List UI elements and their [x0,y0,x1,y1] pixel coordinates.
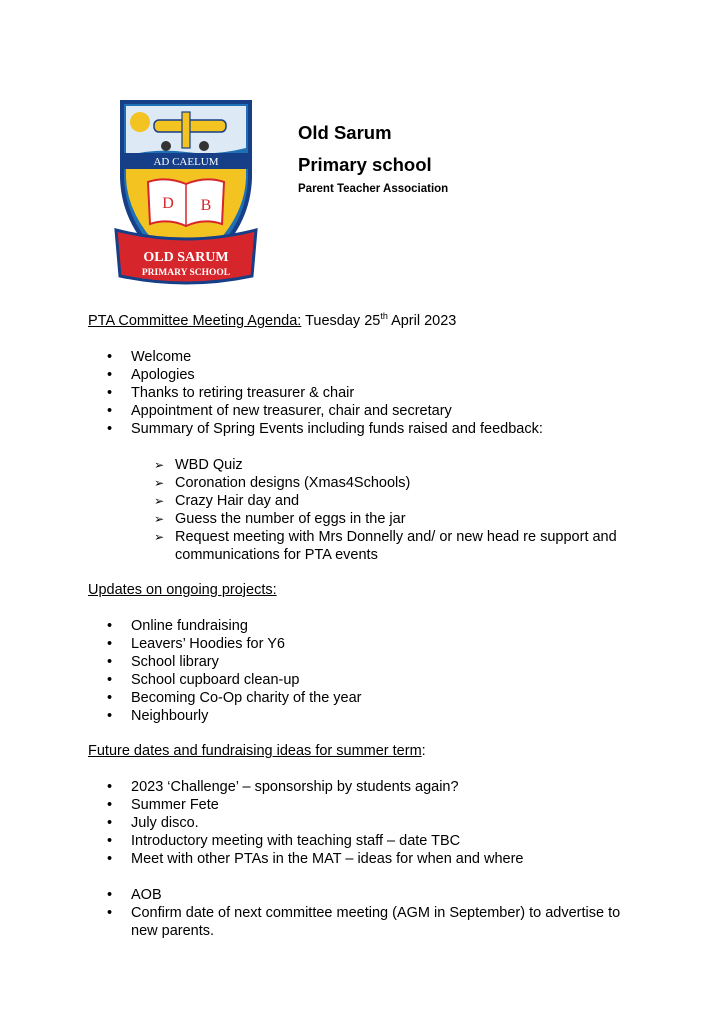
list-item: • Welcome [88,348,648,366]
list-item: • AOB [88,886,648,904]
future-title: Future dates and fundraising ideas for summer term [88,743,422,759]
list-item: ➢ Coronation designs (Xmas4Schools) [88,474,648,492]
list-item: • Summer Fete [88,796,648,814]
list-item: • Neighbourly [88,707,648,725]
list-item: • Thanks to retiring treasurer & chair [88,384,648,402]
spring-events-list [88,456,648,564]
list-item: • Summary of Spring Events including funds raised and feedback: [88,420,648,438]
crest-banner-line1: OLD SARUM [143,250,229,265]
crest-motto: AD CAELUM [153,156,219,168]
pta-subtitle: Parent Teacher Association [298,183,449,195]
svg-text:D: D [162,195,174,212]
list-item: ➢ Request meeting with Mrs Donnelly and/ or new head re support and communications for PTA events [88,528,648,564]
agenda-heading [88,312,648,330]
list-item: ➢ Crazy Hair day and [88,492,648,510]
list-item: • School cupboard clean-up [88,671,648,689]
list-item: • Apologies [88,366,648,384]
school-name-line1: Old Sarum [298,122,392,143]
document-body [88,312,648,940]
agenda-title: PTA Committee Meeting Agenda: [88,313,302,329]
agenda-date-suffix: April 2023 [387,313,457,329]
agenda-list [88,348,648,438]
list-item: • Becoming Co-Op charity of the year [88,689,648,707]
list-item: • Appointment of new treasurer, chair and secretary [88,402,648,420]
agenda-date-sup: th [380,311,388,322]
list-item: • Confirm date of next committee meeting (AGM in September) to advertise to new parents. [88,904,648,940]
closing-list [88,886,648,940]
list-item: ➢ Guess the number of eggs in the jar [88,510,648,528]
agenda-date-prefix: Tuesday 25 [301,313,381,329]
list-item: • Meet with other PTAs in the MAT – ideas for when and where [88,850,648,868]
updates-list [88,617,648,725]
future-heading [88,742,648,760]
list-item: • School library [88,653,648,671]
list-item: • 2023 ‘Challenge’ – sponsorship by students again? [88,778,648,796]
future-list [88,778,648,868]
school-name-line2: Primary school [298,154,432,175]
updates-heading [88,581,648,599]
list-item: • Leavers’ Hoodies for Y6 [88,635,648,653]
list-item: • Introductory meeting with teaching staff – date TBC [88,832,648,850]
list-item: • July disco. [88,814,648,832]
updates-title: Updates on ongoing projects: [88,582,277,598]
list-item: ➢ WBD Quiz [88,456,648,474]
school-crest-logo [114,98,258,288]
future-heading-colon: : [421,743,426,759]
list-item: • Online fundraising [88,617,648,635]
crest-banner-line2: PRIMARY SCHOOL [141,268,231,278]
svg-text:B: B [200,197,212,214]
